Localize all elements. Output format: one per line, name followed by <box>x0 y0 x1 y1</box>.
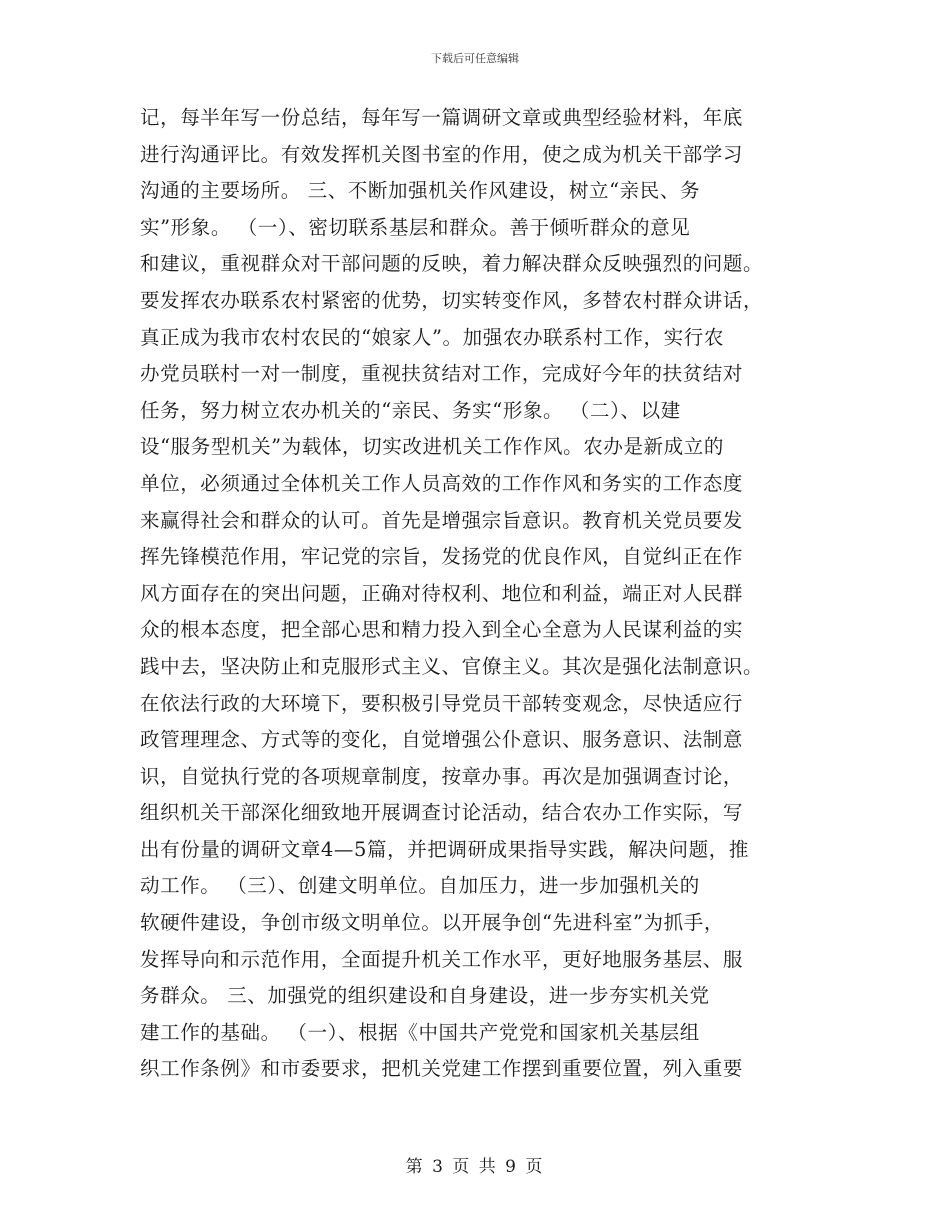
text-line: 挥先锋模范作用，牢记党的宗旨，发扬党的优良作风，自觉纠正在作 <box>140 545 744 569</box>
text-line: 识，自觉执行党的各项规章制度，按章办事。再次是加强调查讨论， <box>140 764 744 788</box>
text-line: 来赢得社会和群众的认可。首先是增强宗旨意识。教育机关党员要发 <box>140 508 744 532</box>
document-body <box>140 100 806 1088</box>
text-line: 进行沟通评比。有效发挥机关图书室的作用，使之成为机关干部学习 <box>140 142 744 166</box>
text-line: 软硬件建设，争创市级文明单位。以开展争创“先进科室”为抓手， <box>140 911 724 935</box>
text-line: 实”形象。 （一）、密切联系基层和群众。善于倾听群众的意见 <box>140 215 691 239</box>
text-line: 出有份量的调研文章4—5篇，并把调研成果指导实践，解决问题，推 <box>140 837 749 861</box>
text-line: 和建议，重视群众对干部问题的反映，着力解决群众反映强烈的问题。 <box>140 252 764 276</box>
text-line: 发挥导向和示范作用，全面提升机关工作水平，更好地服务基层、服 <box>140 947 744 971</box>
text-line: 组织机关干部深化细致地开展调查讨论活动，结合农办工作实际，写 <box>140 801 744 825</box>
text-line: 记，每半年写一份总结，每年写一篇调研文章或典型经验材料，年底 <box>140 106 744 129</box>
text-line: 织工作条例》和市委要求，把机关党建工作摆到重要位置，列入重要 <box>140 1057 744 1081</box>
text-line: 真正成为我市农村农民的“娘家人”。加强农办联系村工作，实行农 <box>140 325 724 349</box>
text-line: 任务，努力树立农办机关的“亲民、务实“形象。 （二）、以建 <box>140 398 681 422</box>
text-line: 办党员联村一对一制度，重视扶贫结对工作，完成好今年的扶贫结对 <box>140 362 744 386</box>
text-line: 在依法行政的大环境下，要积极引导党员干部转变观念，尽快适应行 <box>140 691 744 715</box>
text-line: 设“服务型机关”为载体，切实改进机关工作作风。农办是新成立的 <box>140 435 724 459</box>
text-line: 单位，必须通过全体机关工作人员高效的工作作风和务实的工作态度 <box>140 471 744 495</box>
text-line: 要发挥农办联系农村紧密的优势，切实转变作风，多替农村群众讲话， <box>140 288 764 312</box>
text-line: 沟通的主要场所。 三、不断加强机关作风建设，树立“亲民、务 <box>140 179 701 203</box>
page-header-note: 下载后可任意编辑 <box>431 52 519 65</box>
text-line: 众的根本态度，把全部心思和精力投入到全心全意为人民谋利益的实 <box>140 618 744 642</box>
text-line: 风方面存在的突出问题，正确对待权利、地位和利益，端正对人民群 <box>140 581 744 605</box>
text-line: 务群众。 三、加强党的组织建设和自身建设，进一步夯实机关党 <box>140 984 710 1008</box>
text-line: 践中去，坚决防止和克服形式主义、官僚主义。其次是强化法制意识。 <box>140 654 764 678</box>
text-line: 政管理理念、方式等的变化，自觉增强公仆意识、服务意识、法制意 <box>140 728 744 752</box>
text-line: 动工作。 （三）、创建文明单位。自加压力，进一步加强机关的 <box>140 874 700 898</box>
page-number-footer: 第 3 页 共 9 页 <box>405 1157 545 1177</box>
text-line: 建工作的基础。 （一）、根据《中国共产党党和国家机关基层组 <box>140 1020 700 1044</box>
